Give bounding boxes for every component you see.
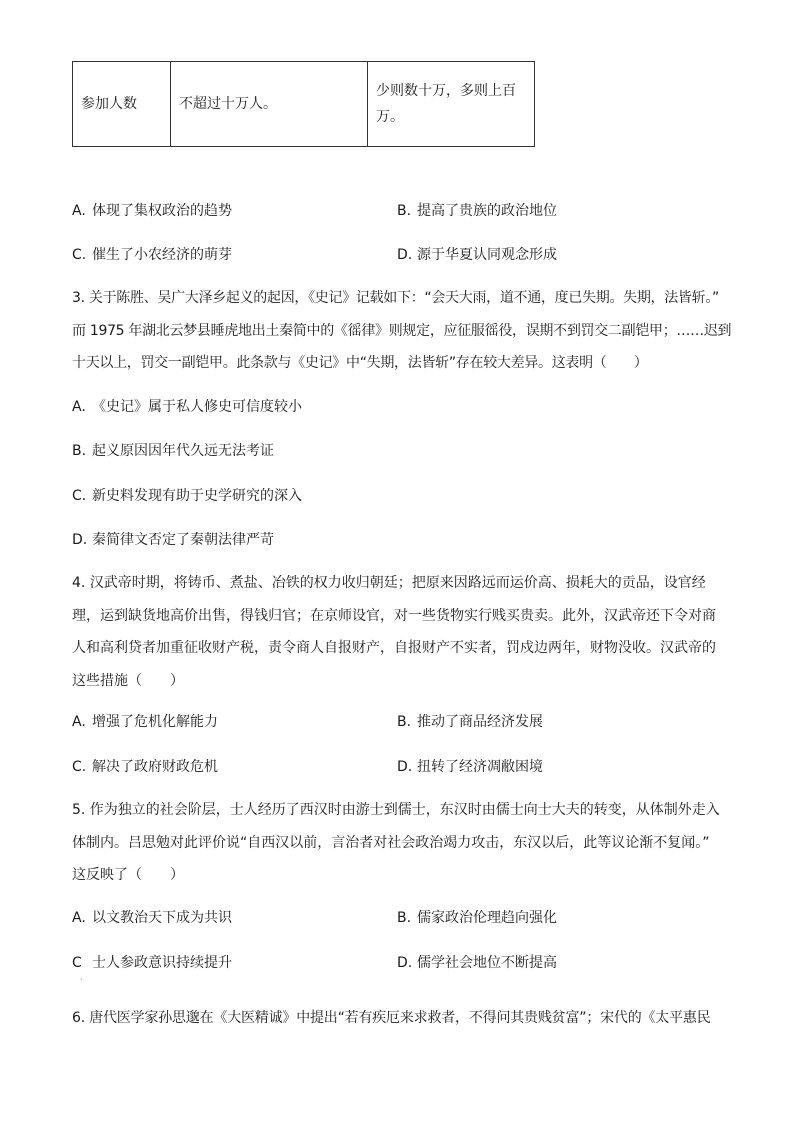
comparison-table	[72, 61, 535, 147]
table-cell-col3	[368, 62, 535, 147]
option-text: 《史记》属于私人修史可信度较小	[92, 399, 302, 415]
option-text: 儒学社会地位不断提高	[417, 955, 557, 971]
option-letter: B.	[72, 443, 87, 459]
question-line: 人和高利贷者加重征收财产税，责令商人自报财产，自报财产不实者，罚戍边两年，财物没收。汉武帝的	[72, 640, 716, 656]
option-letter: A.	[72, 399, 86, 415]
q3-option-a	[72, 396, 302, 416]
option-letter: C.	[72, 488, 87, 504]
q4-option-a	[72, 711, 218, 731]
q2-option-a	[72, 200, 232, 220]
option-text: 推动了商品经济发展	[417, 714, 543, 730]
q3-option-d	[72, 529, 274, 549]
option-letter: A.	[72, 203, 86, 219]
question-4-stem	[72, 567, 732, 697]
option-letter: D.	[397, 955, 413, 971]
table-row	[73, 62, 535, 147]
question-line: 这些措施（ ）	[72, 672, 184, 689]
option-text: 解决了政府财政危机	[92, 759, 218, 775]
option-letter: B.	[397, 714, 412, 730]
q2-option-b	[397, 200, 557, 220]
option-letter: D.	[397, 759, 413, 775]
option-text: 提高了贵族的政治地位	[417, 203, 557, 219]
q4-option-b	[397, 711, 543, 731]
q3-option-c	[72, 485, 302, 505]
option-letter: C	[72, 955, 82, 971]
option-letter: A.	[72, 910, 86, 926]
option-text: 源于华夏认同观念形成	[417, 247, 557, 263]
q3-option-b	[72, 440, 274, 460]
option-text: 增强了危机化解能力	[92, 714, 218, 730]
question-line: 6. 唐代医学家孙思邈在《大医精诚》中提出“若有疾厄来求救者，不得问其贵贱贫富”；宋代的《太平惠民	[72, 1010, 711, 1026]
q2-option-d	[397, 244, 557, 264]
question-line: 5. 作为独立的社会阶层，士人经历了西汉时由游士到儒士，东汉时由儒士向士大夫的转变，从体制外走入	[72, 802, 720, 818]
option-text: 士人参政意识持续提升	[92, 955, 232, 971]
option-text: 儒家政治伦理趋向强化	[417, 910, 557, 926]
option-text: 新史料发现有助于史学研究的深入	[92, 488, 302, 504]
table-cell-col2: 不超过十万人。	[171, 62, 368, 147]
question-line: 理，运到缺货地高价出售，得钱归官；在京师设官，对一些货物实行贱买贵卖。此外，汉武帝还下令对商	[72, 607, 716, 624]
q5-option-a	[72, 907, 232, 927]
q5-option-d	[397, 952, 557, 972]
question-6-stem	[72, 1002, 732, 1035]
option-letter: C.	[72, 247, 87, 263]
option-text: 扭转了经济凋敝困境	[417, 759, 543, 775]
table-cell-col3-line: 少则数十万，多则上百	[376, 83, 516, 99]
option-text: 起义原因因年代久远无法考证	[92, 443, 274, 459]
question-line: 4. 汉武帝时期，将铸币、煮盐、冶铁的权力收归朝廷；把原来因路远而运价高、损耗大的贡品，设官经	[72, 575, 706, 591]
question-line: 3. 关于陈胜、吴广大泽乡起义的起因，《史记》记载如下：“会天大雨，道不通，度已失期。失期，法皆斩。”	[72, 290, 720, 306]
option-text: 体现了集权政治的趋势	[92, 203, 232, 219]
q5-option-c	[72, 952, 232, 972]
question-line: 十天以上，罚交一副铠甲。此条款与《史记》中“失期，法皆斩”存在较大差异。这表明（ ）	[72, 355, 648, 371]
stray-dot-mark: ·	[80, 975, 83, 984]
option-text: 以文教治天下成为共识	[92, 910, 232, 926]
option-letter: D.	[72, 532, 88, 548]
question-line: 而 1975 年湖北云梦县睡虎地出土秦简中的《徭律》则规定，应征服徭役，误期不到罚交二副铠甲；……迟到	[72, 322, 732, 339]
question-line: 体制内。吕思勉对此评价说“自西汉以前，言治者对社会政治竭力攻击，东汉以后，此等议论渐不复闻。”	[72, 834, 710, 851]
option-text: 催生了小农经济的萌芽	[92, 247, 232, 263]
question-5-stem	[72, 794, 732, 892]
option-letter: A.	[72, 714, 86, 730]
q5-option-b	[397, 907, 557, 927]
option-text: 秦简律文否定了秦朝法律严苛	[92, 532, 274, 548]
table-cell-col3-line: 万。	[376, 109, 404, 125]
question-3-stem	[72, 282, 732, 380]
option-letter: B.	[397, 203, 412, 219]
q4-option-d	[397, 756, 543, 776]
option-letter: C.	[72, 759, 87, 775]
question-line: 这反映了（ ）	[72, 867, 184, 883]
q4-option-c	[72, 756, 218, 776]
option-letter: D.	[397, 247, 413, 263]
table-cell-label: 参加人数	[73, 62, 171, 147]
option-letter: B.	[397, 910, 412, 926]
q2-option-c	[72, 244, 232, 264]
